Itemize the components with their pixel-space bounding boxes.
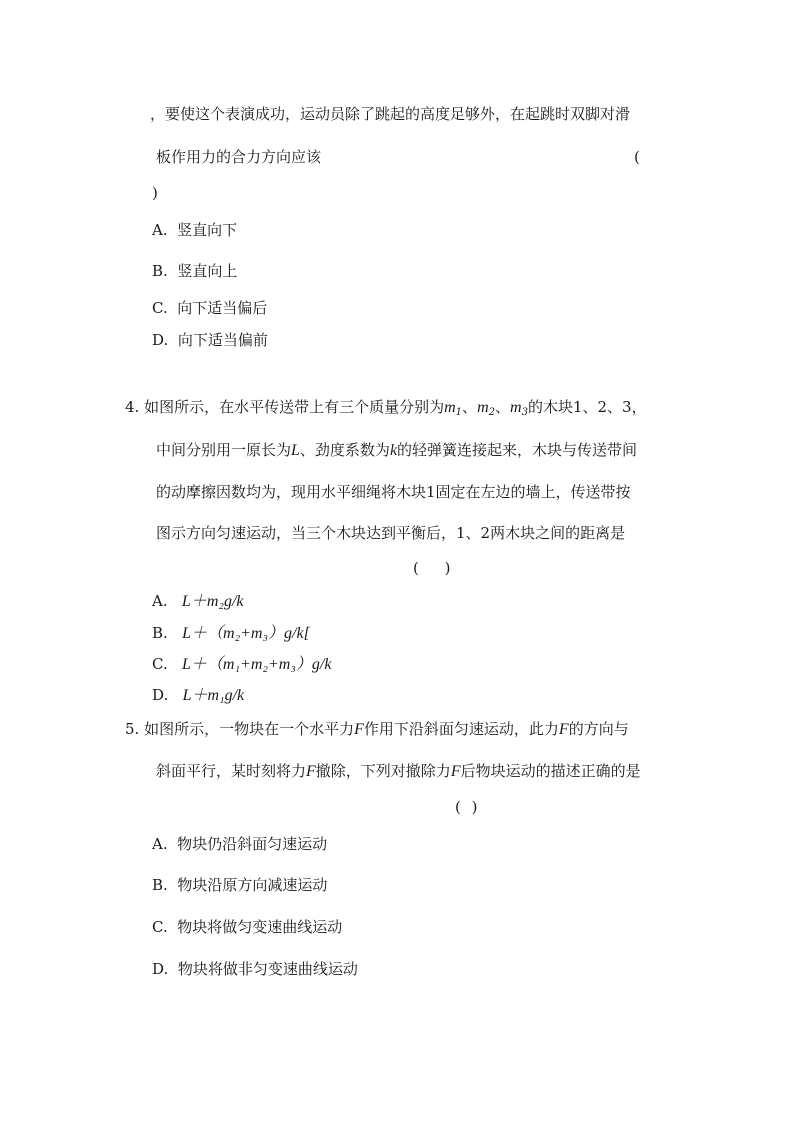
q5-text: 的方向与 — [568, 720, 629, 738]
q5-option-a — [152, 837, 327, 852]
q5-text: 撤除，下列对撤除力 — [315, 762, 451, 780]
option-text: 物块沿原方向减速运动 — [177, 876, 328, 894]
q5-text: 作用下沿斜面匀速运动，此力 — [363, 720, 559, 738]
q5-text: 斜面平行，某时刻将力 — [156, 762, 307, 780]
option-text: 竖直向上 — [177, 262, 238, 280]
q4-answer-paren: ( ) — [413, 559, 451, 577]
length-symbol: L — [291, 442, 300, 459]
q3-stem-line2: 板作用力的合力方向应该 — [156, 148, 322, 166]
option-letter: C. — [152, 299, 168, 317]
option-formula: L＋m₁g/k — [182, 687, 245, 704]
q3-option-c — [152, 301, 267, 316]
q4-text: 中间分别用一原长为 — [156, 441, 292, 459]
q5-option-d — [152, 962, 358, 977]
option-text: 物块将做匀变速曲线运动 — [177, 918, 343, 936]
option-letter: C. — [152, 918, 168, 936]
q5-stem-line1 — [125, 722, 629, 738]
mass-symbol: m — [510, 399, 522, 416]
q3-answer-paren-open: ( — [634, 148, 640, 166]
q3-option-b — [152, 264, 237, 279]
option-letter: C. — [152, 655, 168, 673]
option-formula: L＋（m₁+m₂+m₃）g/k — [182, 656, 332, 673]
option-letter: D. — [152, 331, 169, 349]
q4-text: 如图所示，在水平传送带上有三个质量分别为 — [144, 398, 445, 416]
q4-text: 的木块1、2、3， — [527, 398, 647, 416]
q4-stem-line3: 的动摩擦因数均为，现用水平细绳将木块1固定在左边的墙上，传送带按 — [156, 483, 631, 501]
question-number: 5. — [125, 720, 140, 738]
force-symbol: F — [354, 721, 364, 738]
q4-text: 、劲度系数为 — [299, 441, 390, 459]
q5-text: 后物块运动的描述正确的是 — [460, 762, 641, 780]
option-letter: B. — [152, 262, 168, 280]
option-letter: B. — [152, 624, 168, 642]
q3-answer-paren-close: ) — [152, 184, 158, 202]
q3-option-a — [152, 223, 237, 238]
option-letter: A. — [152, 592, 168, 610]
q5-text: 如图所示，一物块在一个水平力 — [144, 720, 355, 738]
subscript: 1 — [455, 407, 463, 418]
q5-option-c — [152, 920, 342, 935]
q4-option-c — [152, 657, 331, 673]
q5-answer-paren: ( ) — [455, 798, 478, 816]
option-letter: A. — [152, 221, 168, 239]
mass-symbol: m — [477, 399, 489, 416]
option-letter: D. — [152, 686, 169, 704]
option-letter: D. — [152, 960, 169, 978]
force-symbol: F — [450, 763, 461, 780]
option-text: 向下适当偏前 — [177, 331, 268, 349]
option-formula: L＋（m₂+m₃）g/k[ — [182, 625, 310, 642]
stiffness-symbol: k — [389, 442, 398, 459]
subscript: 2 — [488, 407, 495, 418]
option-text: 物块将做非匀变速曲线运动 — [177, 960, 358, 978]
separator: 、 — [495, 398, 511, 416]
mass-symbol: m — [444, 399, 456, 416]
q4-option-d — [152, 688, 244, 704]
q4-text: 的轻弹簧连接起来，木块与传送带间 — [397, 441, 638, 459]
q5-stem-line2 — [156, 764, 641, 780]
option-text: 物块仍沿斜面匀速运动 — [177, 835, 328, 853]
subscript: 3 — [521, 407, 528, 418]
q4-option-b — [152, 626, 310, 642]
q4-stem-line4: 图示方向匀速运动，当三个木块达到平衡后，1、2两木块之间的距离是 — [156, 524, 626, 542]
question-number: 4. — [125, 398, 140, 416]
q4-stem-line1 — [125, 400, 647, 418]
force-symbol: F — [306, 763, 316, 780]
force-symbol: F — [558, 721, 569, 738]
option-text: 竖直向下 — [177, 221, 238, 239]
q4-stem-line2 — [156, 443, 637, 459]
q4-option-a — [152, 594, 244, 610]
q3-option-d — [152, 333, 268, 348]
option-letter: B. — [152, 876, 168, 894]
option-letter: A. — [152, 835, 168, 853]
option-formula: L＋m₂g/k — [181, 593, 244, 610]
option-text: 向下适当偏后 — [177, 299, 268, 317]
separator: 、 — [462, 398, 478, 416]
q3-stem-line1: ，要使这个表演成功，运动员除了跳起的高度足够外，在起跳时双脚对滑 — [150, 105, 631, 123]
q5-option-b — [152, 878, 327, 893]
